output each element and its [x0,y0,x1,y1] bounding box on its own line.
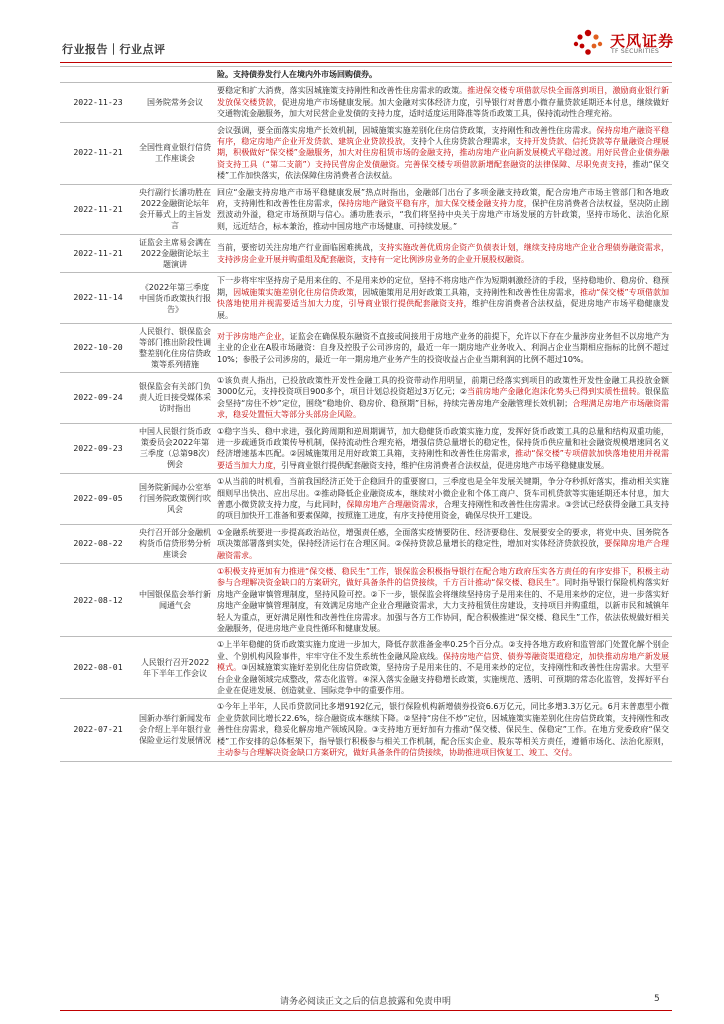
content-segment: 支持实施改善优质房企资产负债表计划，继续支持房地产企业合理债券融资需求，支持涉房企业开展并购重组及配套融资，支持有一定比例涉房业务的企业开展股权融资。 [217,243,669,264]
row-content [214,372,672,423]
content-segment: 引导商业银行提供配套融资支持，维护住房消费者合法权益，促进房地产市场平稳健康发展。 [281,460,609,470]
logo-subtitle: TF SECURITIES [611,48,660,55]
row-date: 2022-11-21 [60,122,136,184]
row-date: 2022-11-21 [60,184,136,235]
table-row [60,474,672,525]
table-row [60,273,672,324]
table-row [60,122,672,184]
content-segment: 完善保交楼专项借款新增配套融资的法律保障、尽职免责支持， [404,159,633,169]
row-content [214,323,672,372]
row-source: 银保监会有关部门负责人近日接受媒体采访时指出 [136,372,214,423]
content-segment: 要保障房地产合理融资需求。 [217,539,670,560]
content-segment: 因城施策实施差别化住房信贷政策， [233,287,363,297]
content-segment: 合理支持刚性和改善性住房需求。③尝试已经获得金融工具支持的项目加快开工准备和要素保障，按照施工进度，有序支持使用资金，确保尽快开工建设。 [217,499,670,521]
content-segment: ①该负责人指出，已投放政策性开发性金融工具的投资带动作用明显，前期已经落实到项目的政策性开发性金融工具投放金额3000亿元，支持投资项目900多个，项目计划总投资超过3万亿元；② [217,375,669,397]
content-segment: 推动“保交楼”工作加快落实，依法保障住房消费者合法权益。 [217,159,669,181]
row-source: 证监会主席易会满在2022金融街论坛主题演讲 [136,235,214,273]
content-segment: 保护住房消费者合法权益，坚决防止剧烈波动外溢，稳定市场预期与信心。潘功胜表示，“我们将坚持中央关于房地产市场发展的方针政策，坚持市场化、法治化原则，远近结合，标本兼治，推动中国房地产市场健康、可持续发展。” [217,199,670,231]
row-content [214,235,672,273]
row-source: 国务院常务会议 [136,83,214,122]
content-segment: 推动“保交楼”专项借款加快落地使用并视需要适当加大力度， [217,449,669,470]
row-content [214,564,672,637]
row-content [214,637,672,699]
row-date: 2022-09-05 [60,474,136,525]
table-row [60,67,672,83]
table-row [60,83,672,122]
content-segment: 自身及控股子公司涉房的，最近一年一期房地产业务收入、利润占企业当期相应指标的比例不超过10%；参股子公司涉房的，最近一年一期房地产业务产生的投资收益占企业当期利润的比例不超过10%。 [217,343,669,364]
table-row [60,423,672,474]
content-segment: ①稳字当头、稳中求进，强化跨周期和逆周期调节，加大稳健货币政策实施力度，发挥好货币政策工具的总量和结构双重功能，进一步疏通货币政策传导机制，保持流动性合理充裕，增强信贷总量增长的稳定性，保持货币供应量和社会融资规模增速同名义经济增速基本匹配。②因城施策用足用好政策工具箱，支持刚性和改善性住房需求， [217,426,669,459]
table-row [60,637,672,699]
table-row [60,699,672,761]
content-segment: 因城施策用足用好政策工具箱，支持刚性和改善性住房需求， [362,287,580,297]
content-segment: 险。支持债券发行人在境内外市场回购债券。 [217,70,377,79]
content-segment: 要稳定和扩大消费，落实因城施策支持刚性和改善性住房需求的政策。 [217,86,468,96]
row-date: 2022-08-12 [60,564,136,637]
row-date: 2022-10-20 [60,323,136,372]
content-segment: 证监会在确保股东融资不直接或间接用于房地产业务的前提下，允许以下存在少量涉房业务但不以房地产为主业的企业在A股市场融资： [217,331,669,353]
page-header [0,0,724,70]
row-source: 《2022年第三季度中国货币政策执行报告》 [136,273,214,324]
content-segment: 主动参与合理解决资金缺口方案研究，做好具备条件的信贷接续，协助推进项目恢复工、竣工、交付。 [217,748,577,758]
content-segment: 保障房地产合理融资需求， [346,499,444,509]
tf-logo-icon [570,28,606,58]
footer-disclaimer: 请务必阅读正文之后的信息披露和免责申明 [280,997,452,1007]
header-divider [60,62,672,63]
content-segment: ①今年上半年，人民币贷款同比多增9192亿元，银行保险机构新增债券投资6.6万亿元，同比多增3.3万亿元。6月末普惠型小微企业贷款同比增长22.6%，综合融资成本继续下降。②坚持“房住不炒”定位，因城施策实施差别化住房信贷政策，支持刚性和改善性住房需求，稳妥化解房地产领域风险。③支持地方更好加有力推动“保交楼、保民生、保稳定”工作。在地方党委政府“保交楼”工作安排的总体框架下，指导银行积极参与相关工作机制，配合压实企业、股东等相关方责任，遵循市场化、法治化原则， [217,702,669,746]
row-content [214,67,672,83]
content-segment: 推进保交楼专项借款尽快全面落到项目，激励商业银行新发放保交楼贷款， [217,86,670,107]
row-content [214,423,672,474]
content-segment: 维护住房消费者合法权益，促进房地产市场平稳健康发展。 [217,299,669,320]
content-segment: 当前房地产金融化泡沫化势头已得到实质性扭转。 [467,387,645,397]
row-content [214,699,672,761]
content-segment: ①从当前的时机看，当前我国经济正处于企稳回升的重要窗口，三季度也是全年发展关键期，争分夺秒抓好落实，推动相关实施细则早出快出、应出尽出。②推动降低企业融资成本，继续对小微企业和个体工商户、货车司机贷款等实施延期还本付息，加大普惠小微贷款支持力度，与此同时， [217,477,669,509]
row-source: 国务院新闻办公室举行国务院政策例行吹风会 [136,474,214,525]
row-date [60,67,136,83]
page-number: 5 [654,994,660,1004]
row-content [214,83,672,122]
content-segment: 坚持房子是用来住的、不是用来炒的定位，支持刚性和改善性住房需求。大型平台企业金融领域完成整改，常态化监管。④深入落实金融支持稳增长政策，实施规范、透明、可预期的常态化监管，发挥好平台企业在促进发展、创造就业、国际竞争中的重要作用。 [217,663,670,696]
row-source: 人民银行召开2022年下半年工作会议 [136,637,214,699]
content-segment: 支持个人住房贷款合理需求， [410,137,516,147]
content-segment: 推动“保交楼”专项借款加快落地使用并视需要适当加大力度，引导商业银行提供配套融资支持， [217,287,670,309]
row-source: 全国性商业银行信贷工作座谈会 [136,122,214,184]
table-row [60,323,672,372]
row-date: 2022-07-21 [60,699,136,761]
table-row [60,564,672,637]
row-source: 央行召开部分金融机构货币信贷形势分析座谈会 [136,524,214,563]
row-content [214,524,672,563]
row-source: 中国银保监会举行新闻通气会 [136,564,214,637]
company-logo [570,28,674,58]
row-source: 人民银行、银保监会等部门推出阶段性调整差别化住房信贷政策等系列措施 [136,323,214,372]
policy-table [60,66,672,762]
content-segment: ①上半年稳健的货币政策实施力度进一步加大，降低存款准备金率0.25个百分点。②支持各地方政府和监管部门处置化解个别企业、个别机构风险事件，牢牢守住不发生系统性金融风险底线。 [217,640,669,661]
report-category: 行业报告｜行业点评 [62,43,166,56]
row-date: 2022-09-24 [60,372,136,423]
table-row [60,184,672,235]
row-content [214,273,672,324]
row-source: 国新办举行新闻发布会介绍上半年银行业保险业运行发展情况 [136,699,214,761]
content-segment: 促进房地产市场健康发展。加大金融对实体经济力度，引导银行对普惠小微存量贷款延期还本付息，继续做好交通物流金融服务，加大对民营企业发债的支持力度，适时适度运用降准等货币政策工具，保持流动性合理充裕。 [217,97,670,119]
content-segment: 保持房地产融资平稳有序，稳定房地产企业开发贷款、建筑企业贷款投放， [217,125,670,147]
row-date: 2022-11-23 [60,83,136,122]
content-segment: ①积极支持更加有力推进“保交楼、稳民生”工作，银保监会积极指导银行在配合地方政府压实各方责任的有序安排下，积极主动参与合理解决资金缺口的方案研究，做好具备条件的信贷接续，千方百计推动“保交楼、稳民生”。 [217,567,669,588]
table-row [60,235,672,273]
content-segment: 回应“金融支持房地产市场平稳健康发展”热点时指出，金融部门出台了多项金融支持政策，配合房地产市场主管部门和各地政府，支持刚性和改善性住房需求， [217,187,669,209]
content-segment: 会议强调，要全面落实房地产长效机制，因城施策实施差别化住房信贷政策，支持刚性和改善性住房需求。 [217,125,597,135]
row-date: 2022-09-23 [60,423,136,474]
content-segment: 支持开发贷款、信托贷款等存量融资合理展期，积极做好“保交楼”金融服务，加大对住房租赁市场的金融支持，推动房地产业向新发展模式平稳过渡。 [217,137,670,158]
content-segment: 当前，要密切关注房地产行业面临困难挑战， [217,243,379,253]
table-row [60,524,672,563]
footer-divider [60,1010,672,1011]
content-segment: ①金融系统要进一步提高政治站位，增强责任感，全面落实疫情要防住、经济要稳住、发展要安全的要求，将党中央、国务院各项决策部署落到实处，保持经济运行在合理区间。②保持贷款总量增长的稳定性，增加对实体经济贷款投放， [217,527,669,549]
content-segment: 银保监会坚持“房住不炒”定位，围绕“稳地价、稳房价、稳预期”目标，持续完善房地产金融管理长效机制； [217,387,670,408]
row-date: 2022-08-01 [60,637,136,699]
row-content [214,474,672,525]
content-segment: 下一步将牢牢坚持房子是用来住的、不是用来炒的定位，坚持不将房地产作为短期刺激经济的手段，坚持稳地价、稳房价、稳预期， [217,276,669,297]
row-content [214,184,672,235]
row-date: 2022-11-21 [60,235,136,273]
content-segment: 保持房地产信贷、债券等融资渠道稳定，加快推动房地产新发展模式。 [217,651,670,673]
row-source [136,67,214,83]
content-segment: ③因城施策实施好差别化住房信贷政策， [241,663,387,673]
table-row [60,372,672,423]
content-segment: 保持房地产融资平稳有序，加大保交楼金融支持力度， [338,199,532,209]
row-source: 央行副行长潘功胜在2022金融街论坛年会开幕式上的主旨发言 [136,184,214,235]
content-segment: 合理满足房地产市场融资需求，稳妥处置恒大等部分头部房企风险。 [217,398,670,420]
policy-table-body [60,67,672,762]
row-date: 2022-08-22 [60,524,136,563]
row-date: 2022-11-14 [60,273,136,324]
row-source: 中国人民银行货币政策委员会2022年第三季度（总第98次）例会 [136,423,214,474]
row-content [214,122,672,184]
content-segment: 用好民营企业债券融资支持工具（“第二支箭”）支持民营房企发债融资。 [217,148,669,169]
content-segment: 同时指导银行保险机构落实好房地产金融审慎管理制度，坚持风险可控。②下一步，银保监会将继续坚持房子是用来住的、不是用来炒的定位，进一步落实好房地产金融审慎管理制度，有效满足房地产企业合理融资需求，大力支持租赁住房建设，支持项目并购重组，以新市民和城镇年轻人为重点，更好满足刚性和改善性住房需求。加强与各方工作协同，配合积极推进“保交楼、稳民生”工作，依法依规做好相关金融服务，促进房地产业良性循环和健康发展。 [217,578,669,634]
logo-name: 天风证券 [610,32,675,50]
content-segment: 对于涉房地产企业， [217,331,290,341]
